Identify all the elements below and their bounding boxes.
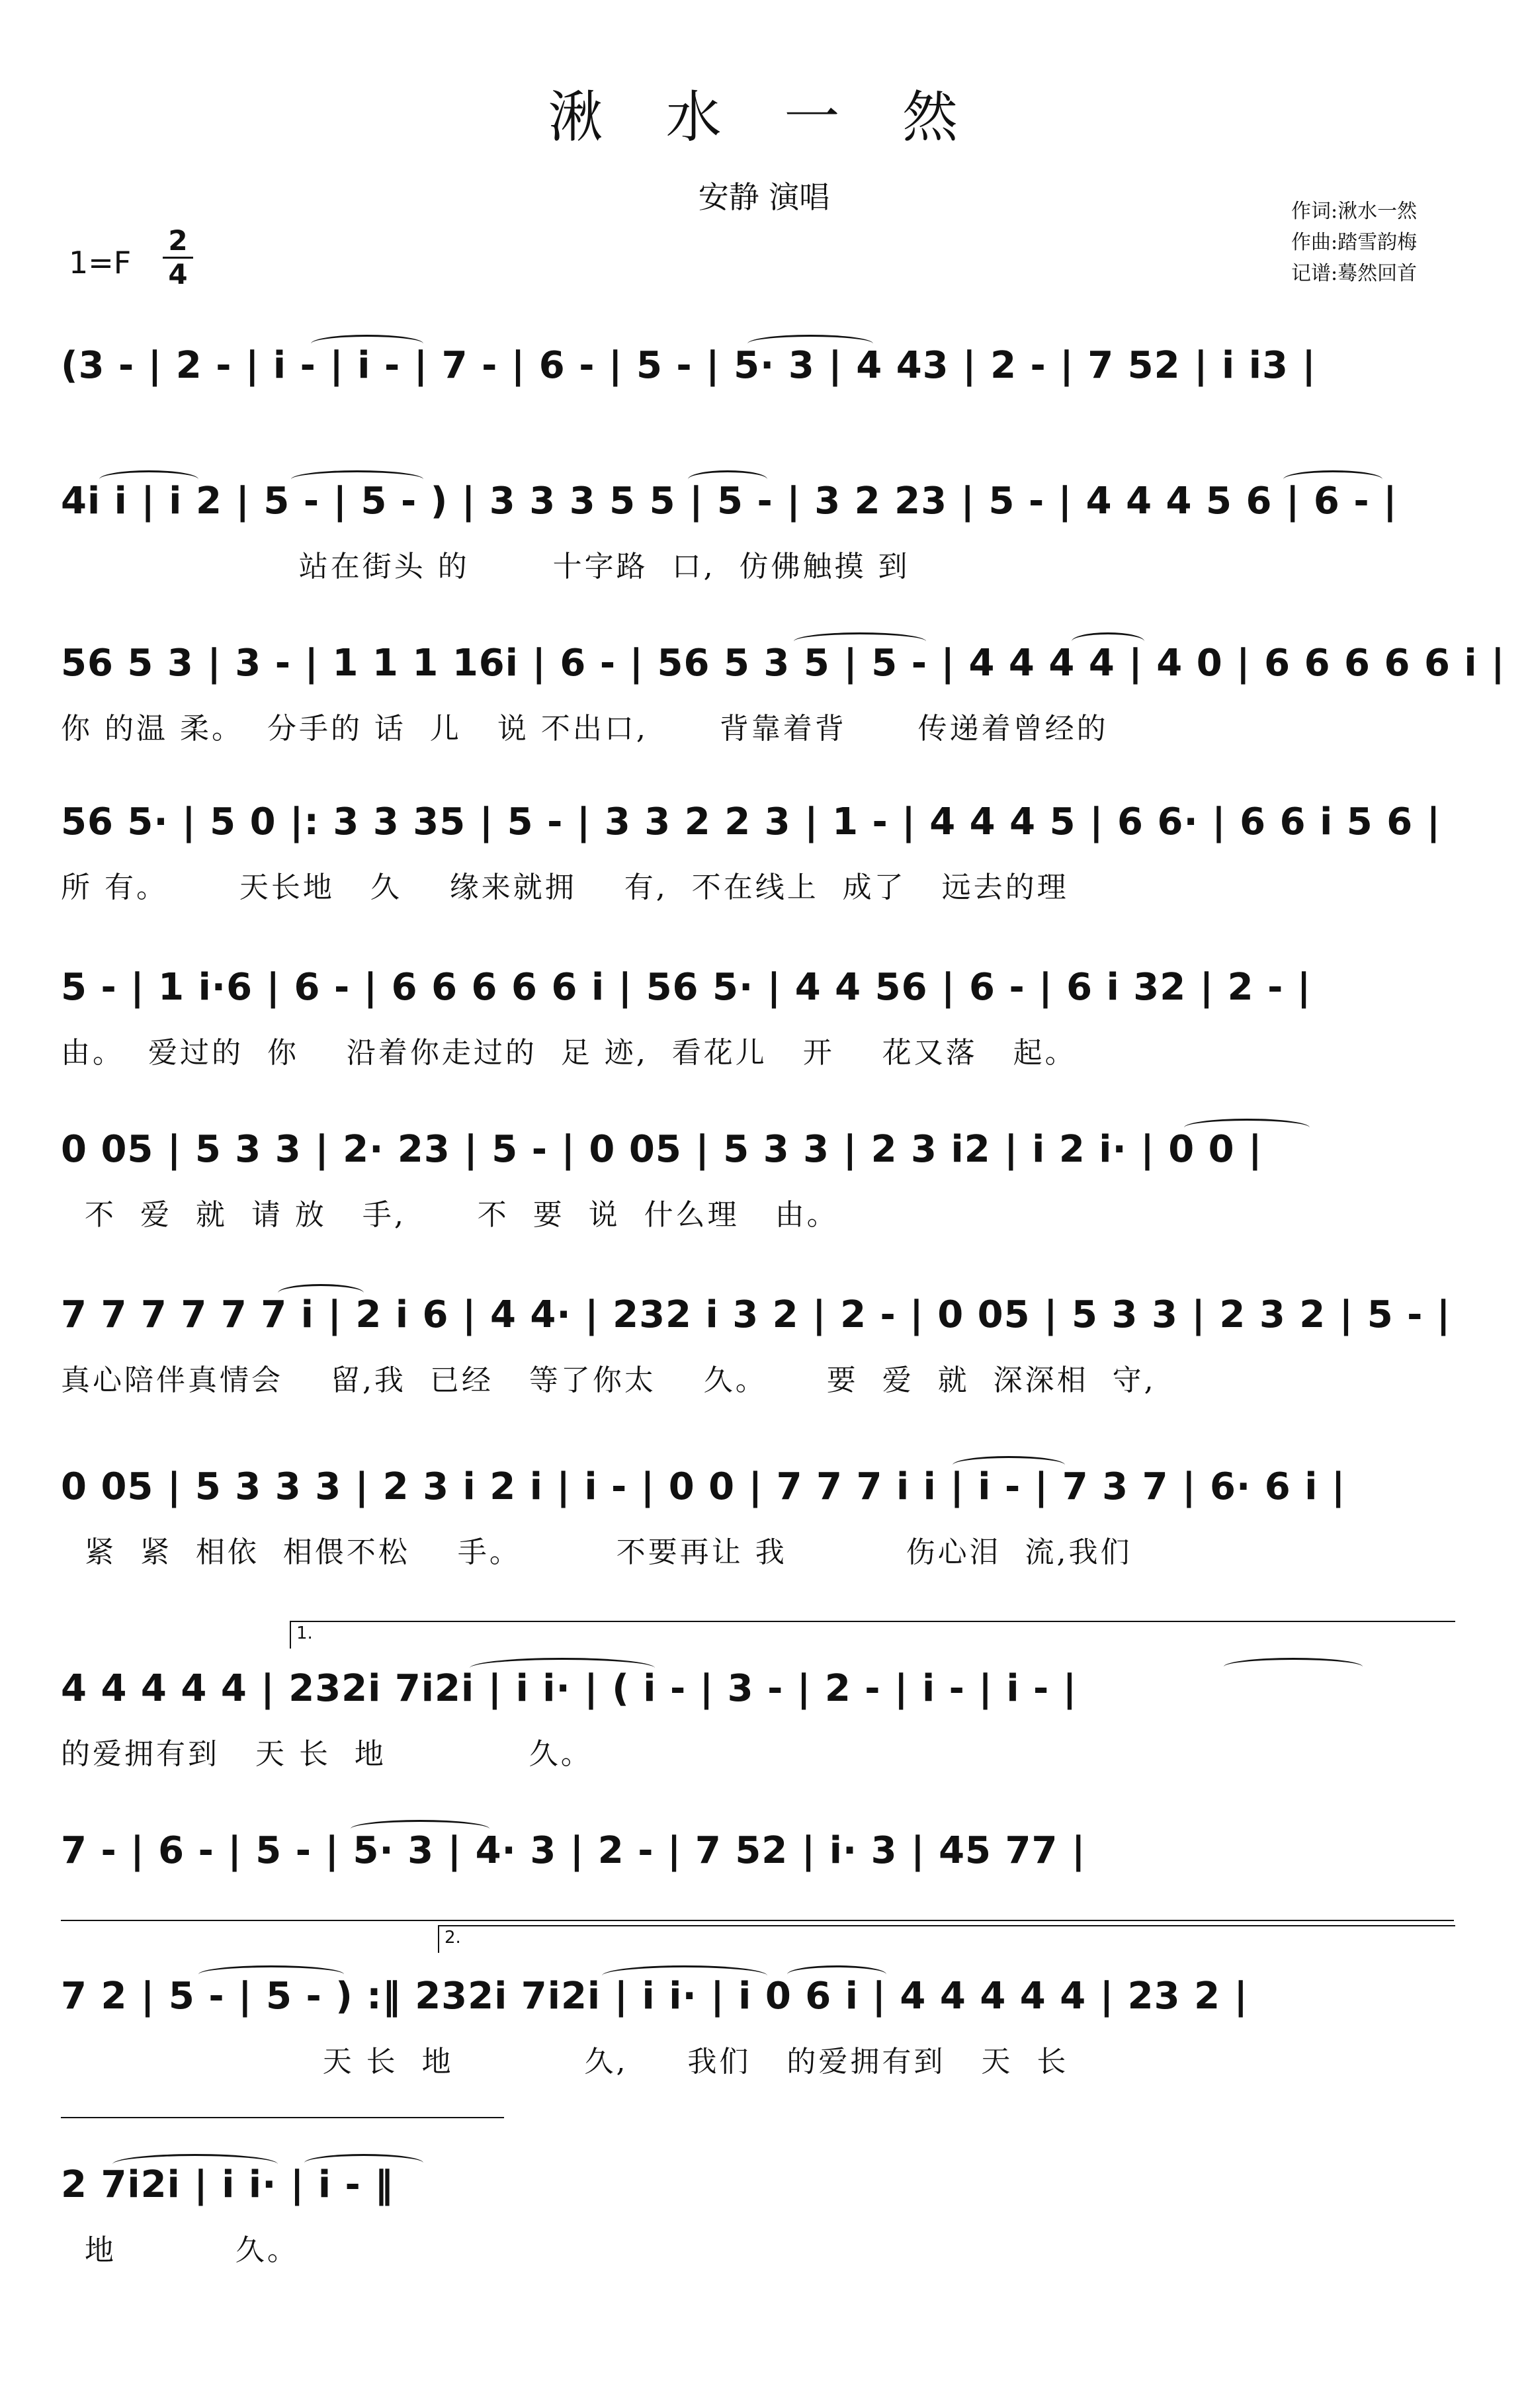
singer-line: 安静 演唱 bbox=[698, 179, 830, 215]
lyrics-line: 紧 紧 相依 相偎不松 手。 不要再让 我 伤心泪 流,我们 bbox=[61, 1535, 1132, 1569]
lyrics-line: 你 的温 柔。 分手的 话 儿 说 不出口, 背靠着背 传递着曾经的 bbox=[61, 712, 1109, 746]
notation-line: 7 2 | 5 - | 5 - ) :‖ 232i 7i2i | i i· | i 0 6 i | 4 4 4 4 4 | 23 2 | bbox=[61, 1975, 1249, 2018]
composer-credit: 作曲:踏雪韵梅 bbox=[1291, 231, 1418, 254]
lyrics-line: 真心陪伴真情会 留,我 已经 等了你太 久。 要 爱 就 深深相 守, bbox=[61, 1363, 1156, 1397]
slur bbox=[747, 335, 873, 353]
transcriber-credit: 记谱:蓦然回首 bbox=[1291, 262, 1418, 285]
second-ending-bracket bbox=[61, 1920, 1454, 1921]
first-ending-label: 1. bbox=[296, 1623, 313, 1643]
notation-line: 7 - | 6 - | 5 - | 5· 3 | 4· 3 | 2 - | 7 52 | i· 3 | 45 77 | bbox=[61, 1829, 1086, 1872]
notation-line: (3 - | 2 - | i - | i - | 7 - | 6 - | 5 - | 5· 3 | 4 43 | 2 - | 7 52 | i i3 | bbox=[61, 344, 1316, 387]
lyrics-line: 站在街头 的 十字路 口, 仿佛触摸 到 bbox=[61, 550, 910, 583]
slur bbox=[198, 1965, 344, 1983]
lyrics-line: 天 长 地 久, 我们 的爱拥有到 天 长 bbox=[61, 2045, 1069, 2079]
lyrics-line: 不 爱 就 请 放 手, 不 要 说 什么理 由。 bbox=[61, 1198, 839, 1232]
slur bbox=[602, 1965, 767, 1986]
notation-line: 5 - | 1 i·6 | 6 - | 6 6 6 6 6 i | 56 5· | 4 4 56 | 6 - | 6 i 32 | 2 - | bbox=[61, 966, 1312, 1009]
second-ending-bracket bbox=[438, 1925, 1455, 1953]
page-title: 湫 水 一 然 bbox=[547, 85, 981, 150]
slur bbox=[787, 1965, 886, 1983]
slur bbox=[311, 335, 423, 353]
time-signature bbox=[163, 225, 193, 290]
notation-line: 0 05 | 5 3 3 3 | 2 3 i 2 i | i - | 0 0 | 7 7 7 i i | i - | 7 3 7 | 6· 6 i | bbox=[61, 1465, 1346, 1508]
slur bbox=[1283, 470, 1382, 488]
slur bbox=[112, 2154, 278, 2174]
notation-line: 7 7 7 7 7 7 i | 2 i 6 | 4 4· | 232 i 3 2 | 2 - | 0 05 | 5 3 3 | 2 3 2 | 5 - | bbox=[61, 1293, 1451, 1336]
notation-line: 0 05 | 5 3 3 | 2· 23 | 5 - | 0 05 | 5 3 3 | 2 3 i2 | i 2 i· | 0 0 | bbox=[61, 1128, 1263, 1171]
slur bbox=[1184, 1119, 1310, 1137]
credits bbox=[1291, 196, 1417, 289]
notation-line: 4i i | i 2 | 5 - | 5 - ) | 3 3 3 5 5 | 5 - | 3 2 23 | 5 - | 4 4 4 5 6 | 6 - | bbox=[61, 480, 1398, 523]
slur bbox=[1224, 1658, 1363, 1676]
notation-line: 56 5 3 | 3 - | 1 1 1 16i | 6 - | 56 5 3 5 | 5 - | 4 4 4 4 | 4 0 | 6 6 6 6 6 i | bbox=[61, 642, 1506, 685]
first-ending-bracket bbox=[290, 1621, 1455, 1649]
notation-line: 2 7i2i | i i· | i - ‖ bbox=[61, 2163, 394, 2206]
slur bbox=[953, 1456, 1065, 1474]
slur bbox=[351, 1820, 489, 1838]
key-signature: 1=F bbox=[69, 245, 132, 280]
notation-line: 56 5· | 5 0 |: 3 3 35 | 5 - | 3 3 2 2 3 | 1 - | 4 4 4 5 | 6 6· | 6 6 i 5 6 | bbox=[61, 800, 1441, 843]
slur bbox=[99, 470, 198, 488]
slur bbox=[794, 632, 926, 650]
time-top: 2 bbox=[163, 225, 193, 259]
slur bbox=[470, 1658, 655, 1678]
lyricist-credit: 作词:湫水一然 bbox=[1291, 200, 1418, 223]
notation-line: 4 4 4 4 4 | 232i 7i2i | i i· | ( i - | 3 - | 2 - | i - | i - | bbox=[61, 1667, 1078, 1710]
lyrics-line: 的爱拥有到 天 长 地 久。 bbox=[61, 1737, 593, 1771]
slur bbox=[304, 2154, 423, 2172]
slur bbox=[278, 1284, 364, 1302]
lyrics-line: 地 久。 bbox=[61, 2233, 299, 2267]
lyrics-line: 所 有。 天长地 久 缘来就拥 有, 不在线上 成了 远去的理 bbox=[61, 871, 1069, 904]
slur bbox=[688, 470, 767, 488]
final-ending-bracket bbox=[61, 2117, 504, 2118]
lyrics-line: 由。 爱过的 你 沿着你走过的 足 迹, 看花儿 开 花又落 起。 bbox=[61, 1036, 1077, 1070]
slur bbox=[291, 470, 423, 488]
time-bottom: 4 bbox=[168, 258, 188, 290]
slur bbox=[1072, 632, 1144, 650]
second-ending-label: 2. bbox=[445, 1928, 461, 1948]
